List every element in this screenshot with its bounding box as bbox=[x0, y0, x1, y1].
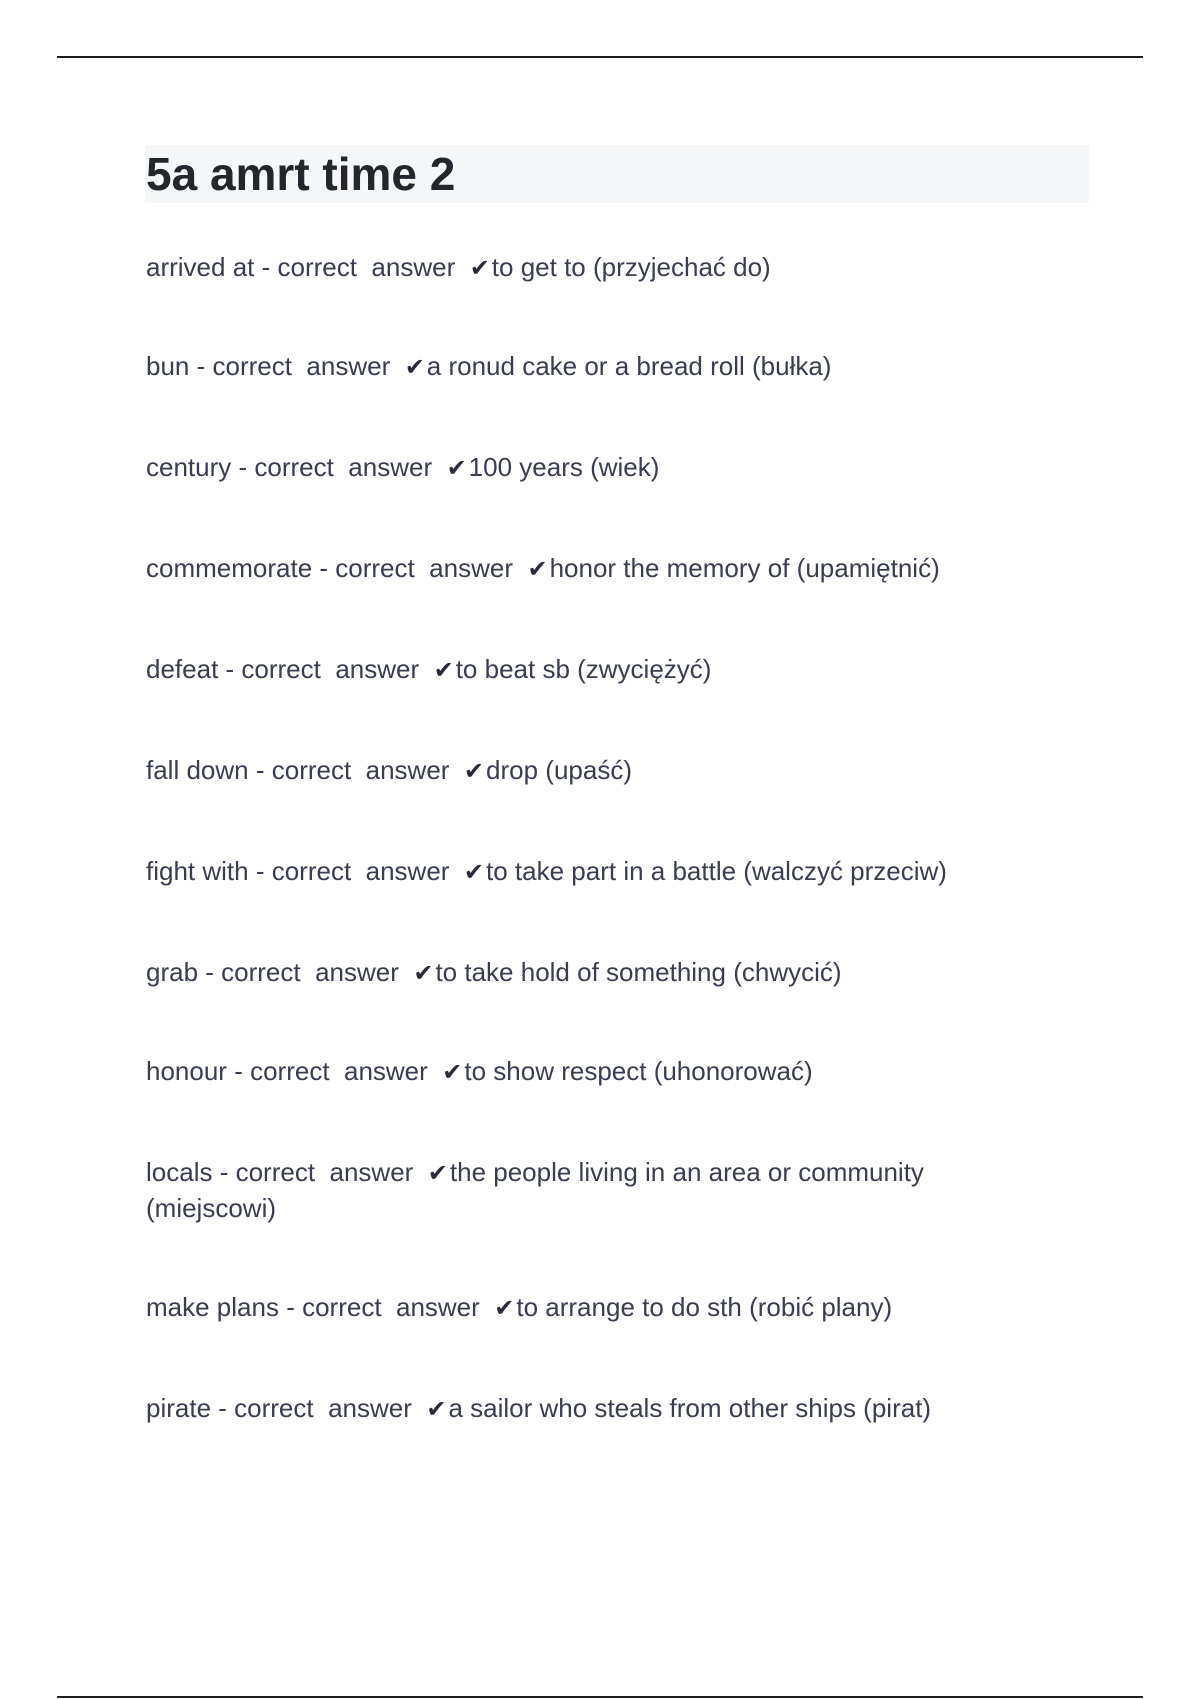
page-title: 5a amrt time 2 bbox=[146, 148, 456, 200]
entry-label: correct answer bbox=[277, 252, 456, 282]
top-rule bbox=[57, 56, 1143, 58]
check-icon: ✔ bbox=[427, 1159, 448, 1187]
check-icon: ✔ bbox=[463, 757, 485, 785]
entry-definition: to get to (przyjechać do) bbox=[491, 252, 771, 282]
entry-label: correct answer bbox=[254, 452, 433, 482]
entry-definition: honor the memory of (upamiętnić) bbox=[549, 553, 940, 583]
check-icon: ✔ bbox=[433, 656, 454, 684]
check-icon: ✔ bbox=[494, 1294, 515, 1322]
list-item: locals - correct answer ✔the people living in an area or community (miejscowi) bbox=[146, 1157, 924, 1223]
entry-term: honour bbox=[146, 1056, 227, 1086]
entry-definition: a sailor who steals from other ships (pirat) bbox=[448, 1393, 932, 1423]
entry-term: make plans bbox=[146, 1292, 279, 1322]
entry-label: correct answer bbox=[221, 957, 399, 987]
list-item: fall down - correct answer ✔drop (upaść) bbox=[146, 753, 1026, 789]
entry-label: correct answer bbox=[271, 856, 450, 886]
entry-label: correct answer bbox=[302, 1292, 480, 1322]
list-item: pirate - correct answer ✔a sailor who steals from other ships (pirat) bbox=[146, 1391, 1026, 1427]
entry-term: pirate bbox=[146, 1393, 212, 1423]
entry-term: commemorate bbox=[146, 553, 313, 583]
entry-definition: a ronud cake or a bread roll (bułka) bbox=[426, 351, 832, 381]
entry-definition: drop (upaść) bbox=[486, 755, 632, 785]
bottom-rule bbox=[57, 1696, 1143, 1698]
list-item: arrived at - correct answer ✔to get to (przyjechać do) bbox=[146, 250, 1026, 286]
entry-definition: to take hold of something (chwycić) bbox=[435, 957, 842, 987]
entry-term: defeat bbox=[146, 654, 219, 684]
check-icon: ✔ bbox=[469, 254, 490, 282]
entry-definition: 100 years (wiek) bbox=[468, 452, 660, 482]
entry-label: correct answer bbox=[235, 1157, 414, 1187]
check-icon: ✔ bbox=[404, 353, 425, 381]
entry-label: correct answer bbox=[271, 755, 450, 785]
entry-term: grab bbox=[146, 957, 199, 987]
entry-term: bun bbox=[146, 351, 190, 381]
check-icon: ✔ bbox=[442, 1058, 463, 1086]
entry-term: arrived at bbox=[146, 252, 255, 282]
list-item: defeat - correct answer ✔to beat sb (zwyciężyć) bbox=[146, 652, 1026, 688]
entry-term: locals bbox=[146, 1157, 213, 1187]
check-icon: ✔ bbox=[463, 858, 485, 886]
entry-definition: to show respect (uhonorować) bbox=[464, 1056, 813, 1086]
entry-definition: to arrange to do sth (robić plany) bbox=[516, 1292, 893, 1322]
check-icon: ✔ bbox=[426, 1395, 447, 1423]
list-item: bun - correct answer ✔a ronud cake or a bread roll (bułka) bbox=[146, 349, 1026, 385]
check-icon: ✔ bbox=[446, 454, 467, 482]
entry-definition: to beat sb (zwyciężyć) bbox=[455, 654, 712, 684]
check-icon: ✔ bbox=[527, 555, 548, 583]
list-item: commemorate - correct answer ✔honor the memory of (upamiętnić) bbox=[146, 551, 1026, 587]
entry-definition: the people living in an area or community (miejscowi) bbox=[146, 1157, 924, 1223]
list-item: honour - correct answer ✔to show respect (uhonorować) bbox=[146, 1054, 1026, 1090]
entry-label: correct answer bbox=[241, 654, 420, 684]
entry-label: correct answer bbox=[250, 1056, 428, 1086]
entry-label: correct answer bbox=[234, 1393, 412, 1423]
entry-label: correct answer bbox=[212, 351, 391, 381]
list-item: make plans - correct answer ✔to arrange to do sth (robić plany) bbox=[146, 1290, 1026, 1326]
list-item: century - correct answer ✔100 years (wiek) bbox=[146, 450, 1026, 486]
check-icon: ✔ bbox=[413, 959, 434, 987]
entry-term: fight with bbox=[146, 856, 249, 886]
entry-definition: to take part in a battle (walczyć przeciw) bbox=[486, 856, 947, 886]
entry-term: fall down bbox=[146, 755, 249, 785]
list-item: grab - correct answer ✔to take hold of something (chwycić) bbox=[146, 955, 1026, 991]
list-item: fight with - correct answer ✔to take part in a battle (walczyć przeciw) bbox=[146, 854, 1026, 890]
entry-term: century bbox=[146, 452, 232, 482]
entry-label: correct answer bbox=[335, 553, 513, 583]
